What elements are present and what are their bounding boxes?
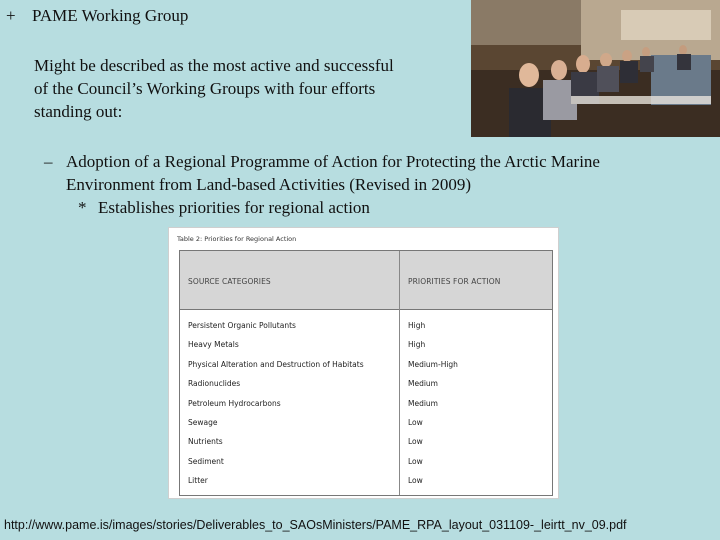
sub-sub-bullet-text: Establishes priorities for regional action [98, 198, 370, 217]
priorities-table-image [168, 227, 559, 499]
priority-cell: Medium-High [408, 359, 458, 369]
priority-cell: Low [408, 456, 423, 466]
table-row [180, 358, 552, 377]
paragraph-line: standing out: [34, 102, 123, 121]
priority-cell: Medium [408, 379, 438, 389]
table-row [180, 377, 552, 396]
table-row [180, 319, 552, 338]
priorities-table [179, 250, 553, 496]
slide-heading: PAME Working Group [32, 6, 189, 25]
priority-cell: Low [408, 476, 423, 486]
sub-bullet-dash: – [44, 152, 53, 171]
category-cell: Radionuclides [188, 379, 241, 389]
category-cell: Physical Alteration and Destruction of Habitats [188, 359, 364, 369]
main-bullet [6, 6, 188, 26]
priority-cell: High [408, 321, 426, 330]
priority-cell: High [408, 340, 426, 350]
priority-cell: Low [408, 437, 423, 447]
table-row [180, 397, 552, 416]
priority-cell: Medium [408, 398, 438, 408]
bullet-mark: + [6, 6, 16, 25]
table-row [180, 474, 552, 493]
header-priorities: PRIORITIES FOR ACTION [408, 277, 501, 286]
meeting-photo-image [471, 0, 720, 137]
table-row [180, 338, 552, 357]
table-caption: Table 2: Priorities for Regional Action [177, 235, 297, 243]
paragraph-line: Might be described as the most active and successful [34, 56, 394, 75]
paragraph-line: of the Council’s Working Groups with four efforts [34, 79, 376, 98]
sub-bullet [44, 150, 714, 196]
source-url[interactable]: http://www.pame.is/images/stories/Deliverables_to_SAOsMinisters/PAME_RPA_layout_031109-_leirtt_nv_09.pdf [4, 518, 627, 532]
category-cell: Persistent Organic Pollutants [188, 321, 296, 330]
table-row [180, 416, 552, 435]
sub-sub-bullet-mark: * [78, 198, 87, 217]
table-row [180, 455, 552, 474]
sub-sub-bullet [78, 198, 370, 218]
category-cell: Nutrients [188, 437, 223, 447]
table-body [180, 319, 552, 494]
priority-cell: Low [408, 417, 423, 427]
meeting-photo [471, 0, 720, 137]
category-cell: Sewage [188, 417, 218, 427]
table-header [180, 251, 552, 310]
table-row [180, 435, 552, 454]
sub-bullet-line: Adoption of a Regional Programme of Action for Protecting the Arctic Marine [66, 152, 600, 171]
category-cell: Heavy Metals [188, 340, 239, 350]
header-source-categories: SOURCE CATEGORIES [188, 277, 271, 286]
category-cell: Sediment [188, 456, 224, 466]
sub-bullet-line: Environment from Land-based Activities (Revised in 2009) [66, 175, 472, 194]
category-cell: Petroleum Hydrocarbons [188, 398, 281, 408]
category-cell: Litter [188, 476, 208, 486]
description-paragraph [34, 54, 464, 123]
